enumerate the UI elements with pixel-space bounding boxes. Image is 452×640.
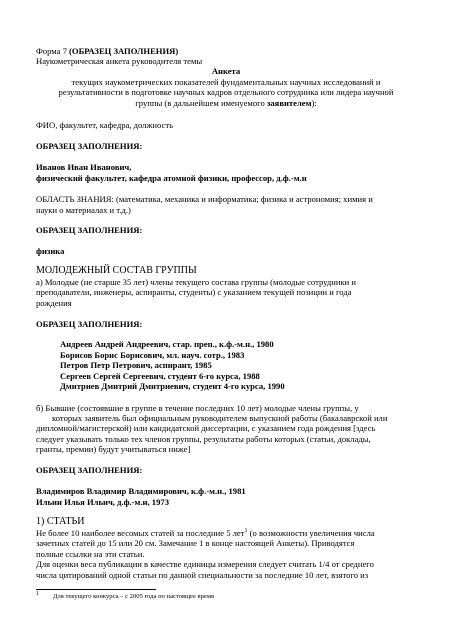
youth-member: Борисов Борис Борисович, мл. науч. сотр., 1983 <box>60 350 245 360</box>
youth-b-line-1: б) Бывшие (состоявшие в группе в течение последних 10 лет) молодые члены группы, у <box>36 403 359 413</box>
youth-b-line-3: дипломной/магистерской) или кандидатской диссертации, с указанием года рождения [здесь <box>36 423 376 433</box>
articles-p1-line-2: зачетных статей до 15 или 20 см. Замечание 1 в конце настоящей Анкеты). Приводятся <box>36 538 355 548</box>
fio-label: ФИО, факультет, кафедра, должность <box>36 120 173 130</box>
form-title <box>36 46 178 56</box>
articles-p2-line-2: числа цитирований одной статьи по данной специальности за последние 10 лет, взятого из <box>36 570 369 580</box>
youth-b-line-2: которых заявитель был официальным руководителем выпускной работы (бакалаврской или <box>52 413 388 423</box>
youth-sample-heading: ОБРАЗЕЦ ЗАПОЛНЕНИЯ: <box>36 319 143 329</box>
youth-member: Петров Петр Петрович, аспирант, 1985 <box>60 360 212 370</box>
former-member: Ильин Илья Ильич, д.ф.-м.н, 1973 <box>36 497 169 507</box>
former-sample-heading: ОБРАЗЕЦ ЗАПОЛНЕНИЯ: <box>36 465 143 475</box>
articles-text-cont: (о возможности увеличения числа <box>247 528 375 538</box>
fio-sample-name: Иванов Иван Иванович, <box>36 162 132 172</box>
form-description-line-2: результативности в подготовке научных кадров отдельного сотрудника или лидера научной <box>58 87 394 97</box>
fio-sample-heading: ОБРАЗЕЦ ЗАПОЛНЕНИЯ: <box>36 141 143 151</box>
footnote-divider <box>36 589 156 590</box>
youth-a-line-3: рождения <box>36 298 72 308</box>
form-heading: Анкета <box>211 66 241 76</box>
footnote-text: Для текущего конкурса – с 2005 года по настоящее время <box>53 593 215 600</box>
youth-b-line-5: гранты, премии) будут учитываться ниже] <box>36 444 191 454</box>
youth-member: Андреев Андрей Андреевич, стар. преп., к.ф.-м.н., 1980 <box>60 339 274 349</box>
youth-a-line-1: а) Молодые (не старше 35 лет) члены текущего состава группы (молодые сотрудники и <box>36 277 357 287</box>
footnote-ref: 1 <box>244 528 248 535</box>
articles-text: Не более 10 наиболее весомых статей за последние 5 лет <box>36 528 245 538</box>
area-sample-value: физика <box>36 246 65 256</box>
desc-text: группы (в дальнейшем именуемого <box>135 98 267 108</box>
desc-applicant-term: заявителем <box>266 98 312 108</box>
area-label-line-2: науки о материалах и т.д.) <box>36 205 131 215</box>
footnote-number: 1 <box>36 590 39 597</box>
articles-p2-line-1: Для оценки веса публикации в качестве единицы измерения следует считать 1/4 от среднего <box>36 559 374 569</box>
desc-text-end: ): <box>311 98 317 108</box>
footnote <box>36 592 214 602</box>
area-sample-heading: ОБРАЗЕЦ ЗАПОЛНЕНИЯ: <box>36 225 143 235</box>
form-title-bold: (ОБРАЗЕЦ ЗАПОЛНЕНИЯ) <box>69 46 179 56</box>
area-label-line-1: ОБЛАСТЬ ЗНАНИЯ: (математика, механика и информатика; физика и астрономия; химия и <box>36 194 373 204</box>
form-subtitle: Наукометрическая анкета руководителя темы <box>36 56 203 66</box>
youth-b-line-4: следует указывать только тех членов группы, результаты работы которых (статьи, доклады, <box>36 434 371 444</box>
articles-p1-line-3: полные ссылки на эти статьи. <box>36 549 145 559</box>
youth-heading: МОЛОДЕЖНЫЙ СОСТАВ ГРУППЫ <box>36 265 197 276</box>
youth-a-line-2: преподаватели, инженеры, аспиранты, студенты) с указанием текущей позиции и года <box>36 287 352 297</box>
form-number: Форма 7 <box>36 46 70 56</box>
form-description-line-1: текущих наукометрических показателей фундаментальных научных исследований и <box>71 77 381 87</box>
former-member: Владимиров Владимир Владимирович, к.ф.-м.н., 1981 <box>36 486 246 496</box>
youth-member: Дмитриев Дмитрий Дмитриевич, студент 4-го курса, 1990 <box>60 381 285 391</box>
fio-sample-details: физический факультет, кафедра атомной физики, профессор, д.ф.-м.н <box>36 173 307 183</box>
form-description-line-3 <box>0 98 452 108</box>
articles-p1-line-1 <box>36 528 375 538</box>
youth-member: Сергеев Сергей Сергеевич, студент 6-го курса, 1988 <box>60 371 260 381</box>
articles-heading: 1) СТАТЬИ <box>36 516 85 527</box>
